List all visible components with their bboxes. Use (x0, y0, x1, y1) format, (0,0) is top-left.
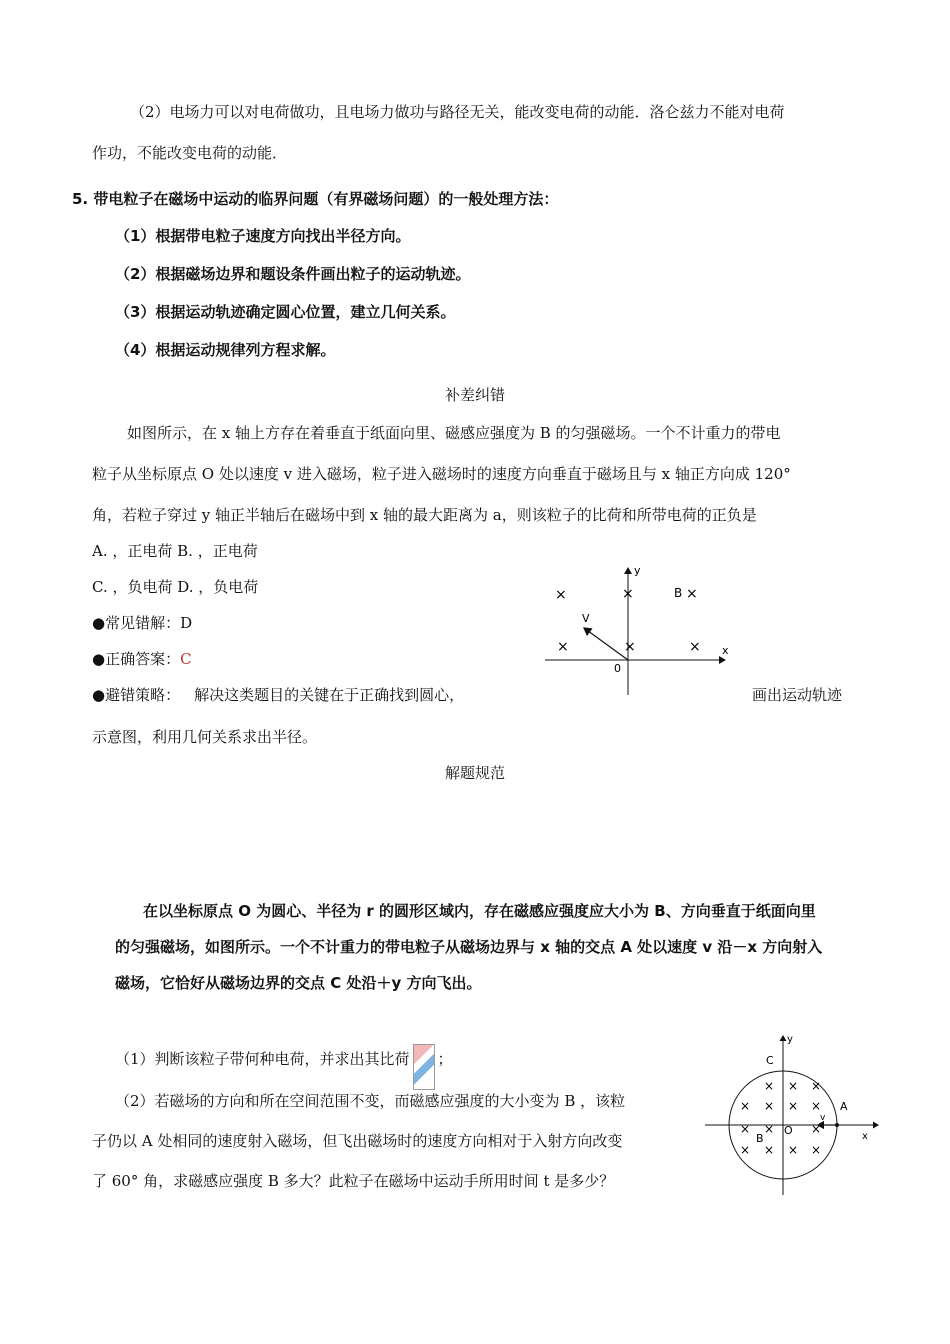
common-error (92, 613, 192, 633)
correct-answer (92, 649, 192, 669)
field-cross: × (557, 639, 569, 655)
strategy-text-right: 画出运动轨迹 (752, 686, 843, 704)
field-cross: × (811, 1079, 822, 1093)
section-heading: 解题规范 (444, 764, 505, 782)
paragraph-line: 作功，不能改变电荷的动能． (92, 144, 288, 162)
field-crosses (740, 1079, 821, 1157)
b-label: B (674, 586, 683, 600)
field-cross: × (811, 1143, 822, 1157)
question-line: 角，若粒子穿过 y 轴正半轴后在磁场中到 x 轴的最大距离为 a，则该粒子的比荷和所带电荷的正负是 (92, 506, 757, 524)
field-cross: × (788, 1143, 799, 1157)
problem-line: 在以坐标原点 O 为圆心、半径为 r 的圆形区域内，存在磁感应强度应大小为 B、方向垂直于纸面向里 (143, 902, 816, 920)
subquestion-1-end: ； (437, 1050, 453, 1068)
question-line: 如图所示，在 x 轴上方存在着垂直于纸面向里、磁感应强度为 B 的匀强磁场。一个不计重力的带电 (127, 424, 781, 442)
figure-magnetic-field-2 (700, 1030, 885, 1200)
field-cross: × (740, 1143, 751, 1157)
strategy-line (92, 685, 464, 705)
field-cross: × (764, 1143, 775, 1157)
figure-magnetic-field-1 (540, 560, 740, 700)
problem-line: 磁场，它恰好从磁场边界的交点 C 处沿＋y 方向飞出。 (115, 974, 482, 992)
paragraph-line: （2）电场力可以对电荷做功，且电场力做功与路径无关，能改变电荷的动能．洛仑兹力不能对电荷 (130, 103, 785, 121)
origin-label: 0 (614, 662, 621, 675)
v-label: V (582, 612, 590, 625)
x-label: x (722, 644, 729, 657)
subquestion-1-text: （1）判断该粒子带何种电荷，并求出其比荷 (115, 1050, 410, 1068)
field-cross: × (686, 586, 698, 602)
options-cd: C. ，负电荷 D. ，负电荷 (92, 578, 259, 596)
list-item: （1）根据带电粒子速度方向找出半径方向。 (115, 227, 411, 245)
question-line: 粒子从坐标原点 O 处以速度 v 进入磁场，粒子进入磁场时的速度方向垂直于磁场且与 x 轴正方向成 120° (92, 465, 791, 483)
v-label: v (820, 1113, 826, 1123)
list-item: （2）根据磁场边界和题设条件画出粒子的运动轨迹。 (115, 265, 471, 283)
field-cross: × (555, 587, 567, 603)
section-title: 5. 带电粒子在磁场中运动的临界问题（有界磁场问题）的一般处理方法： (72, 190, 559, 208)
options-ab: A. ，正电荷 B. ，正电荷 (92, 542, 258, 560)
strategy-line2: 示意图，利用几何关系求出半径。 (92, 728, 318, 746)
field-cross: × (740, 1122, 751, 1136)
field-cross: × (764, 1122, 775, 1136)
subquestion-2-line: 了 60° 角，求磁感应强度 B 多大？此粒子在磁场中运动手所用时间 t 是多少？ (92, 1172, 615, 1190)
field-cross: × (811, 1122, 822, 1136)
section-heading: 补差纠错 (444, 386, 505, 404)
problem-line: 的匀强磁场，如图所示。一个不计重力的带电粒子从磁场边界与 x 轴的交点 A 处以速度 v 沿－x 方向射入 (115, 938, 823, 956)
list-item: （3）根据运动轨迹确定圆心位置，建立几何关系。 (115, 303, 456, 321)
point-a-dot (835, 1123, 839, 1127)
list-item: （4）根据运动规律列方程求解。 (115, 341, 336, 359)
field-cross: × (764, 1099, 775, 1113)
field-cross: × (788, 1099, 799, 1113)
answer-label: ●正确答案： (92, 650, 181, 668)
subquestion-2-line: 子仍以 A 处相同的速度射入磁场，但飞出磁场时的速度方向相对于入射方向改变 (92, 1132, 623, 1150)
a-label: A (840, 1100, 848, 1113)
y-label: y (787, 1034, 793, 1045)
field-cross: × (622, 586, 634, 602)
velocity-vector (584, 628, 628, 660)
c-label: C (766, 1054, 774, 1067)
field-cross: × (764, 1079, 775, 1093)
y-label: y (634, 564, 641, 577)
field-cross: × (788, 1079, 799, 1093)
field-cross: × (811, 1099, 822, 1113)
x-label: x (862, 1131, 868, 1142)
broken-image-icon (413, 1044, 435, 1090)
common-error-label: ●常见错解： (92, 614, 181, 632)
common-error-value: D (180, 614, 193, 632)
strategy-text: 解决这类题目的关键在于正确找到圆心， (194, 686, 465, 704)
answer-value: C (180, 650, 192, 668)
subquestion-2-line: （2）若磁场的方向和所在空间范围不变，而磁感应强度的大小变为 B ，该粒 (115, 1092, 626, 1110)
field-cross: × (740, 1099, 751, 1113)
strategy-label: ●避错策略： (92, 686, 181, 704)
subquestion-1 (115, 1044, 453, 1090)
field-cross: × (689, 639, 701, 655)
o-label: O (784, 1124, 793, 1137)
b-label: B (756, 1132, 764, 1145)
field-cross: × (624, 639, 636, 655)
